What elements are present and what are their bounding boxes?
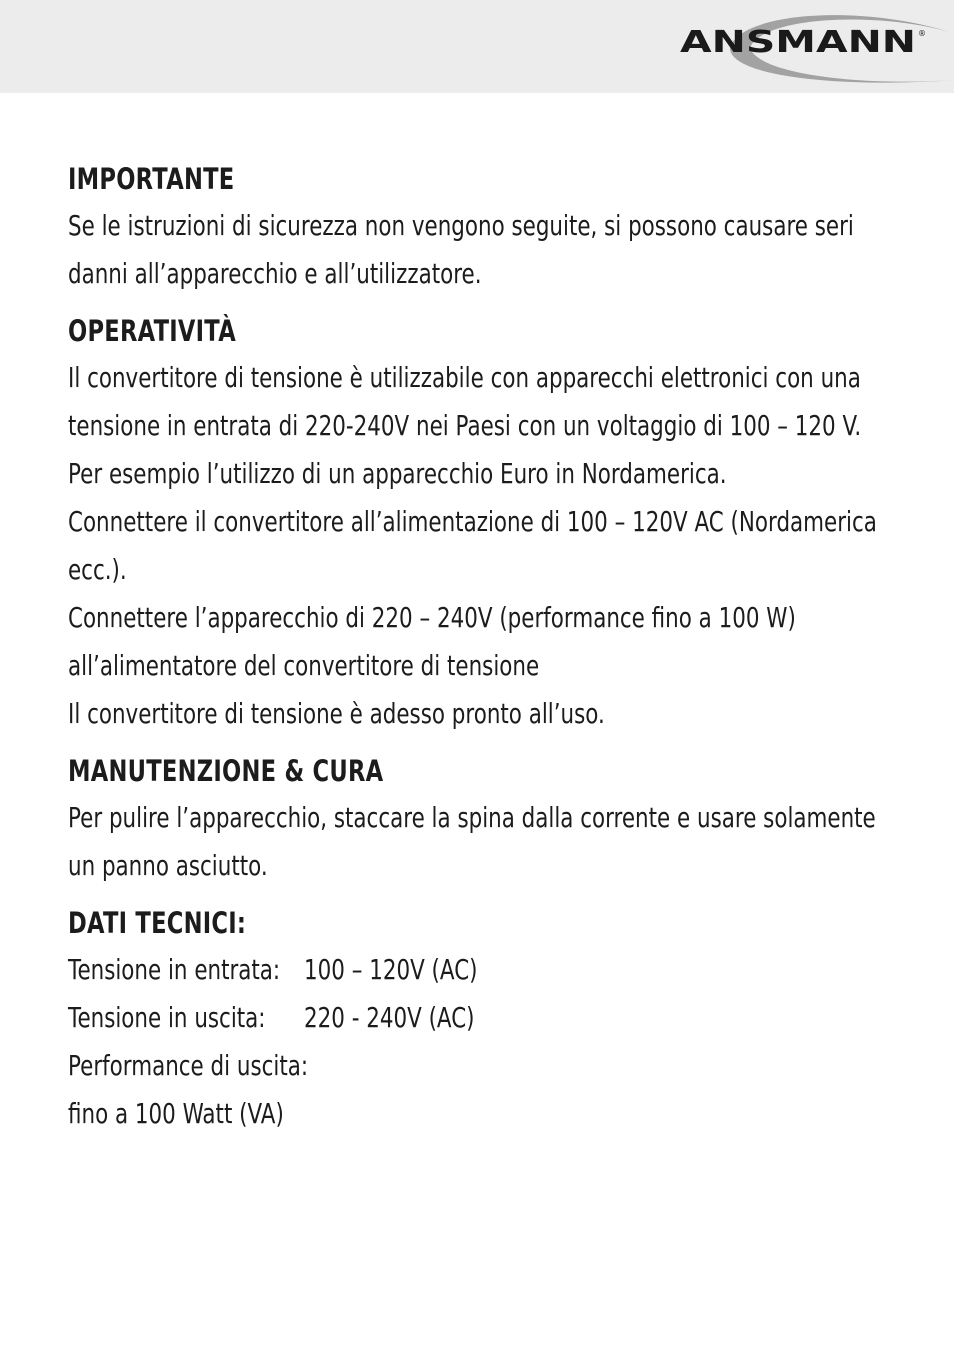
- spec-row-input: [68, 946, 908, 994]
- ansmann-logo: [670, 4, 954, 84]
- section-dati-tecnici: [68, 900, 908, 1138]
- spec-value-input: 100 – 120V (AC): [304, 953, 478, 986]
- body-line: Il convertitore di tensione è adesso pronto all’uso.: [68, 697, 605, 730]
- section-operativita: [68, 308, 908, 738]
- spec-row-output: [68, 994, 908, 1042]
- body-line: Per pulire l’apparecchio, staccare la spina dalla corrente e usare solamente: [68, 801, 876, 834]
- registered-mark: ®: [918, 29, 926, 38]
- spec-label-input: Tensione in entrata:: [68, 953, 281, 986]
- body-line: ecc.).: [68, 553, 127, 586]
- body-line: all’alimentatore del convertitore di tensione: [68, 649, 540, 682]
- body-line: Il convertitore di tensione è utilizzabile con apparecchi elettronici con una: [68, 361, 861, 394]
- document-body: [68, 156, 908, 1148]
- body-line: Per esempio l’utilizzo di un apparecchio Euro in Nordamerica.: [68, 457, 727, 490]
- body-line: Se le istruzioni di sicurezza non vengono seguite, si possono causare seri: [68, 209, 854, 242]
- heading-operativita: OPERATIVITÀ: [68, 314, 236, 348]
- body-line: danni all’apparecchio e all’utilizzatore.: [68, 257, 482, 290]
- section-importante: [68, 156, 908, 298]
- heading-dati-tecnici: DATI TECNICI:: [68, 906, 247, 940]
- section-manutenzione: [68, 748, 908, 890]
- spec-value-output: 220 - 240V (AC): [304, 1001, 475, 1034]
- page-header: [0, 0, 954, 93]
- spec-label-performance: Performance di uscita:: [68, 1049, 309, 1082]
- body-line: Connettere l’apparecchio di 220 – 240V (performance fino a 100 W): [68, 601, 796, 634]
- body-line: Connettere il convertitore all’alimentazione di 100 – 120V AC (Nordamerica: [68, 505, 877, 538]
- body-line: un panno asciutto.: [68, 849, 268, 882]
- body-line: tensione in entrata di 220-240V nei Paesi con un voltaggio di 100 – 120 V.: [68, 409, 862, 442]
- spec-value-performance: fino a 100 Watt (VA): [68, 1097, 284, 1130]
- logo-wordmark: ANSMANN: [680, 25, 916, 60]
- spec-label-output: Tensione in uscita:: [68, 1001, 266, 1034]
- heading-importante: IMPORTANTE: [68, 162, 235, 196]
- heading-manutenzione: MANUTENZIONE & CURA: [68, 754, 384, 788]
